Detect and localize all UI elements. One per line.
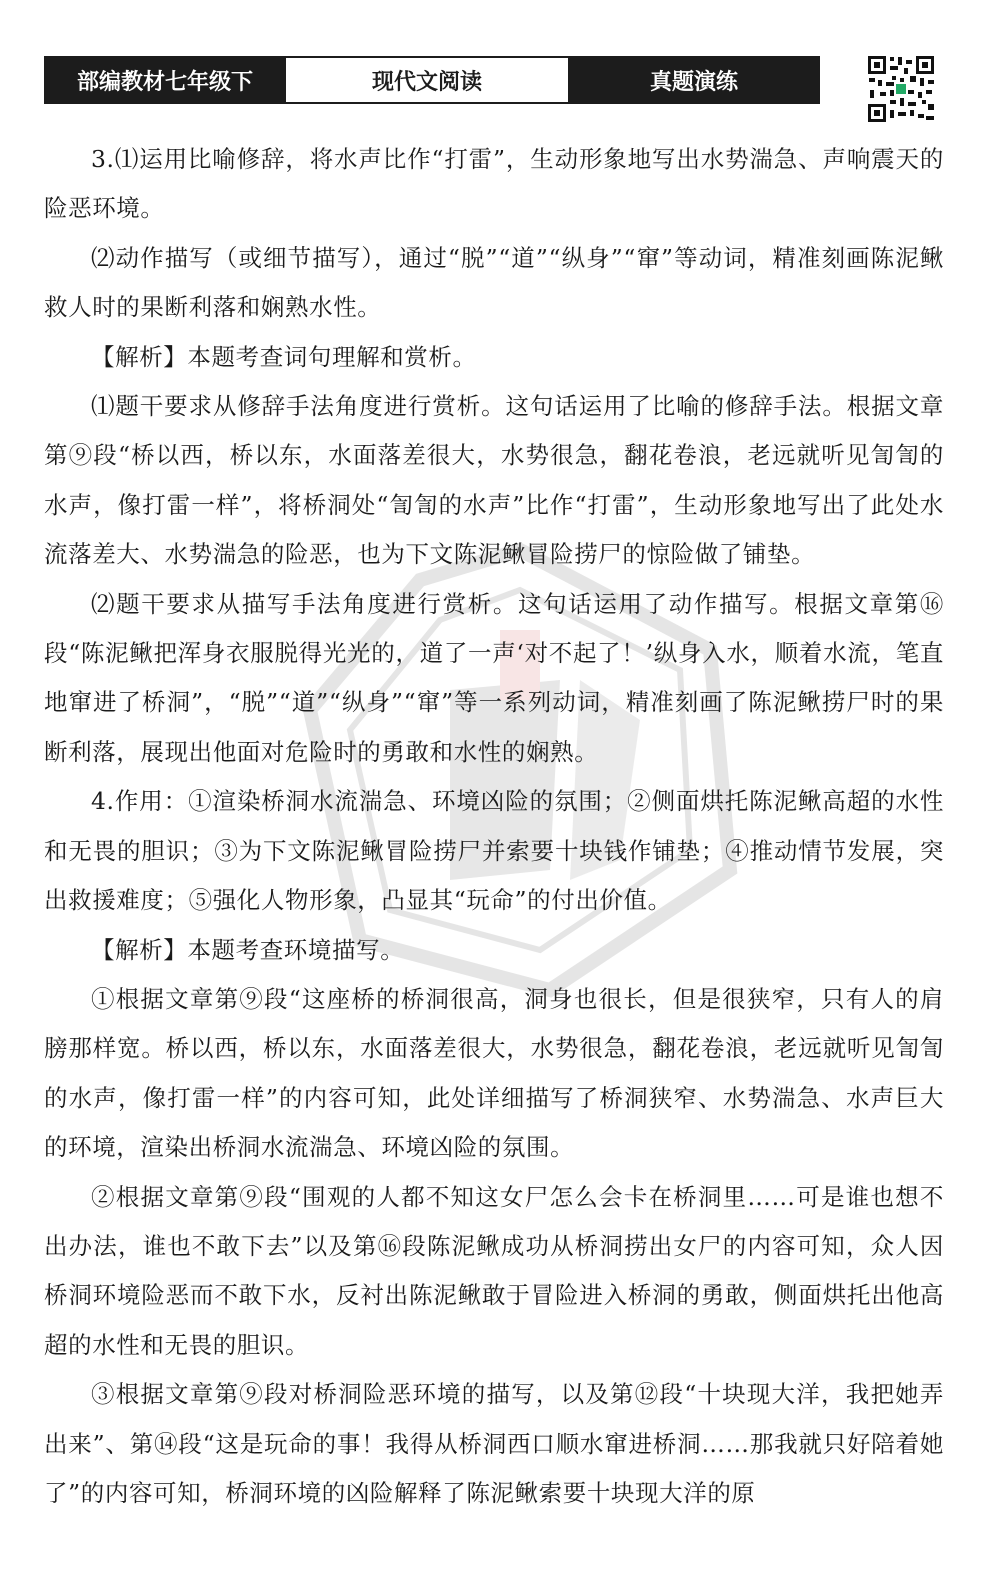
header-section-label: 真题演练 — [570, 58, 818, 102]
paragraph: 【解析】本题考查词句理解和赏析。 — [91, 342, 477, 371]
header-bar — [44, 56, 820, 104]
qr-code-icon[interactable] — [866, 54, 936, 124]
paragraph: 【解析】本题考查环境描写。 — [91, 935, 405, 964]
header-subject-label: 现代文阅读 — [284, 58, 570, 102]
paragraph: ⑴题干要求从修辞手法角度进行赏析。这句话运用了比喻的修辞手法。根据文章第⑨段“桥以西，桥以东，水面落差很大，水势很急，翻花卷浪，老远就听见訇訇的水声，像打雷一样”，将桥洞处“訇訇的水声”比作“打雷”，生动形象地写出了此处水流落差大、水势湍急的险恶，也为下文陈泥鳅冒险捞尸的惊险做了铺垫。 — [44, 392, 944, 569]
answer-content — [44, 135, 944, 1518]
paragraph: ②根据文章第⑨段“围观的人都不知这女尸怎么会卡在桥洞里……可是谁也想不出办法，谁也不敢下去”以及第⑯段陈泥鳅成功从桥洞捞出女尸的内容可知，众人因桥洞环境险恶而不敢下水，反衬出陈泥鳅敢于冒险进入桥洞的勇敢，侧面烘托出他高超的水性和无畏的胆识。 — [44, 1182, 944, 1359]
paragraph: ①根据文章第⑨段“这座桥的桥洞很高，洞身也很长，但是很狭窄，只有人的肩膀那样宽。桥以西，桥以东，水面落差很大，水势很急，翻花卷浪，老远就听见訇訇的水声，像打雷一样”的内容可知，此处详细描写了桥洞狭窄、水势湍急、水声巨大的环境，渲染出桥洞水流湍急、环境凶险的氛围。 — [44, 984, 944, 1162]
header-textbook-label: 部编教材七年级下 — [46, 58, 284, 102]
paragraph: 4.作用：①渲染桥洞水流湍急、环境凶险的氛围；②侧面烘托陈泥鳅高超的水性和无畏的胆识；③为下文陈泥鳅冒险捞尸并索要十块钱作铺垫；④推动情节发展，突出救援难度；⑤强化人物形象，凸显其“玩命”的付出价值。 — [44, 787, 944, 915]
paragraph: ⑵题干要求从描写手法角度进行赏析。这句话运用了动作描写。根据文章第⑯段“陈泥鳅把浑身衣服脱得光光的，道了一声‘对不起了！’纵身入水，顺着水流，笔直地窜进了桥洞”，“脱”“道”“纵身”“窜”等一系列动词，精准刻画了陈泥鳅捞尸时的果断利落，展现出他面对危险时的勇敢和水性的娴熟。 — [44, 589, 944, 766]
paragraph: ⑵动作描写（或细节描写），通过“脱”“道”“纵身”“窜”等动词，精准刻画陈泥鳅救人时的果断利落和娴熟水性。 — [44, 243, 944, 322]
paragraph: 3.⑴运用比喻修辞，将水声比作“打雷”，生动形象地写出水势湍急、声响震天的险恶环境。 — [44, 145, 944, 223]
paragraph: ③根据文章第⑨段对桥洞险恶环境的描写，以及第⑫段“十块现大洋，我把她弄出来”、第⑭段“这是玩命的事！我得从桥洞西口顺水窜进桥洞……那我就只好陪着她了”的内容可知，桥洞环境的凶险解释了陈泥鳅索要十块现大洋的原 — [44, 1380, 944, 1507]
